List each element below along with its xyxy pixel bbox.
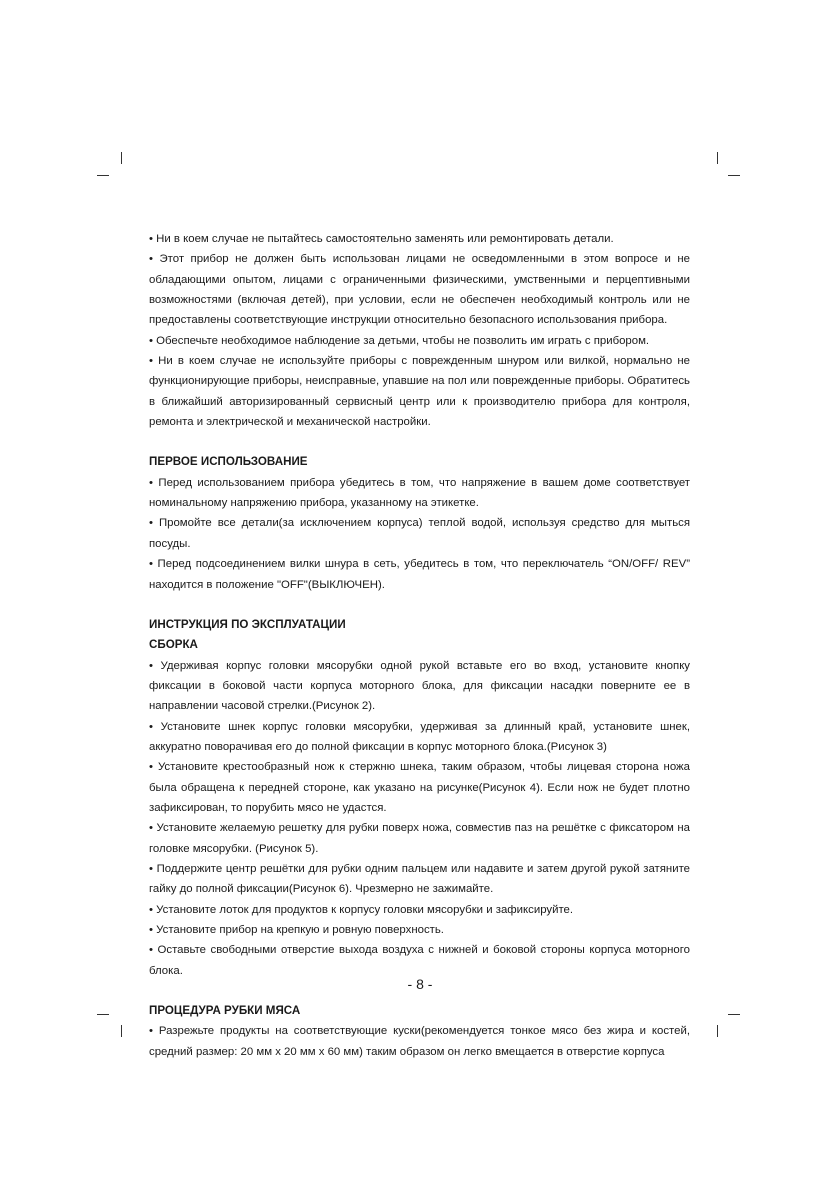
document-body xyxy=(149,229,690,1062)
first-use-paragraph: • Перед подсоединением вилки шнура в сеть, убедитесь в том, что переключатель “ON/OFF/ REV” находится в положение "OFF"(ВЫКЛЮЧЕН). xyxy=(149,558,690,591)
crop-mark-top-right-h xyxy=(728,175,740,176)
assembly-paragraph: • Установите прибор на крепкую и ровную поверхность. xyxy=(149,924,444,936)
crop-mark-bottom-right-v xyxy=(717,1025,718,1037)
safety-paragraph: • Обеспечьте необходимое наблюдение за детьми, чтобы не позволить им играть с прибором. xyxy=(149,334,650,347)
assembly-paragraph: • Установите лоток для продуктов к корпусу головки мясорубки и зафиксируйте. xyxy=(149,903,574,916)
section-gap xyxy=(149,595,690,615)
crop-mark-top-right-v xyxy=(717,152,718,164)
assembly-paragraph: • Поддержите центр решётки для рубки одним пальцем или надавите и затем другой рукой затяните гайку до полной фиксации(Рисунок 6). Чрезмерно не зажимайте. xyxy=(149,862,690,896)
crop-mark-top-left-h xyxy=(97,175,109,176)
crop-mark-bottom-left-v xyxy=(121,1025,122,1037)
page-number: - 8 - xyxy=(407,976,433,992)
crop-mark-top-left-v xyxy=(121,152,122,164)
section-gap xyxy=(149,432,690,452)
crop-mark-bottom-right-h xyxy=(728,1014,740,1015)
section-subheading: СБОРКА xyxy=(149,638,198,652)
first-use-section xyxy=(149,452,690,594)
first-use-paragraph: • Промойте все детали(за исключением корпуса) теплой водой, используя средство для мыться посуды. xyxy=(149,517,690,550)
safety-paragraph: • Ни в коем случае не используйте приборы с поврежденным шнуром или вилкой, нормально не функционирующие приборы, неисправные, упавшие на пол или поврежденные приборы. Обратитесь в ближайший авторизированный сервисный центр или к производителю прибора для контроля, ремонта и электрической и механической настройки. xyxy=(149,355,690,429)
assembly-paragraph: • Удерживая корпус головки мясорубки одной рукой вставьте его во вход, установите кнопку фиксации в боковой части корпуса моторного блока, для фиксации насадки поверните ее в направлении часовой стрелки.(Рисунок 2). xyxy=(149,659,690,713)
assembly-paragraph: • Установите желаемую решетку для рубки поверх ножа, совместив паз на решётке с фиксатором на головке мясорубки. (Рисунок 5). xyxy=(149,822,690,855)
assembly-paragraph: • Установите шнек корпус головки мясорубки, удерживая за длинный край, установите шнек, аккуратно поворачивая его до полной фиксации в корпус моторного блока.(Рисунок 3) xyxy=(149,720,690,753)
assembly-paragraph: • Установите крестообразный нож к стержню шнека, таким образом, чтобы лицевая сторона ножа была обращена к передней стороне, как указано на рисунке(Рисунок 4). Если нож не будет плотно зафиксирован, то порубить мясо не удастся. xyxy=(149,761,690,814)
first-use-paragraph: • Перед использованием прибора убедитесь в том, что напряжение в вашем доме соответствует номинальному напряжению прибора, указанному на этикетке. xyxy=(149,476,690,510)
safety-paragraph: • Ни в коем случае не пытайтесь самостоятельно заменять или ремонтировать детали. xyxy=(149,233,614,245)
safety-section xyxy=(149,229,690,432)
instructions-section xyxy=(149,615,690,981)
meat-procedure-section xyxy=(149,1001,690,1062)
section-heading: ПЕРВОЕ ИСПОЛЬЗОВАНИЕ xyxy=(149,455,308,469)
assembly-paragraph: • Оставьте свободными отверстие выхода воздуха с нижней и боковой стороны корпуса моторного блока. xyxy=(149,944,690,977)
section-heading: ПРОЦЕДУРА РУБКИ МЯСА xyxy=(149,1004,301,1018)
crop-mark-bottom-left-h xyxy=(97,1014,109,1015)
procedure-paragraph: • Разрежьте продукты на соответствующие куски(рекомендуется тонкое мясо без жира и костей, средний размер: 20 мм x 20 мм x 60 мм) таким образом он легко вмещается в отверстие корпуса xyxy=(149,1025,690,1058)
safety-paragraph: • Этот прибор не должен быть использован лицами не осведомленными в этом вопросе и не обладающими опытом, лицами с ограниченными физическими, умственными и перцептивными возможностями (включая детей), при условии, если не обеспечен необходимый контроль или не предоставлены соответствующие инструкции относительно безопасного использования прибора. xyxy=(149,253,690,327)
section-heading: ИНСТРУКЦИЯ ПО ЭКСПЛУАТАЦИИ xyxy=(149,617,346,631)
